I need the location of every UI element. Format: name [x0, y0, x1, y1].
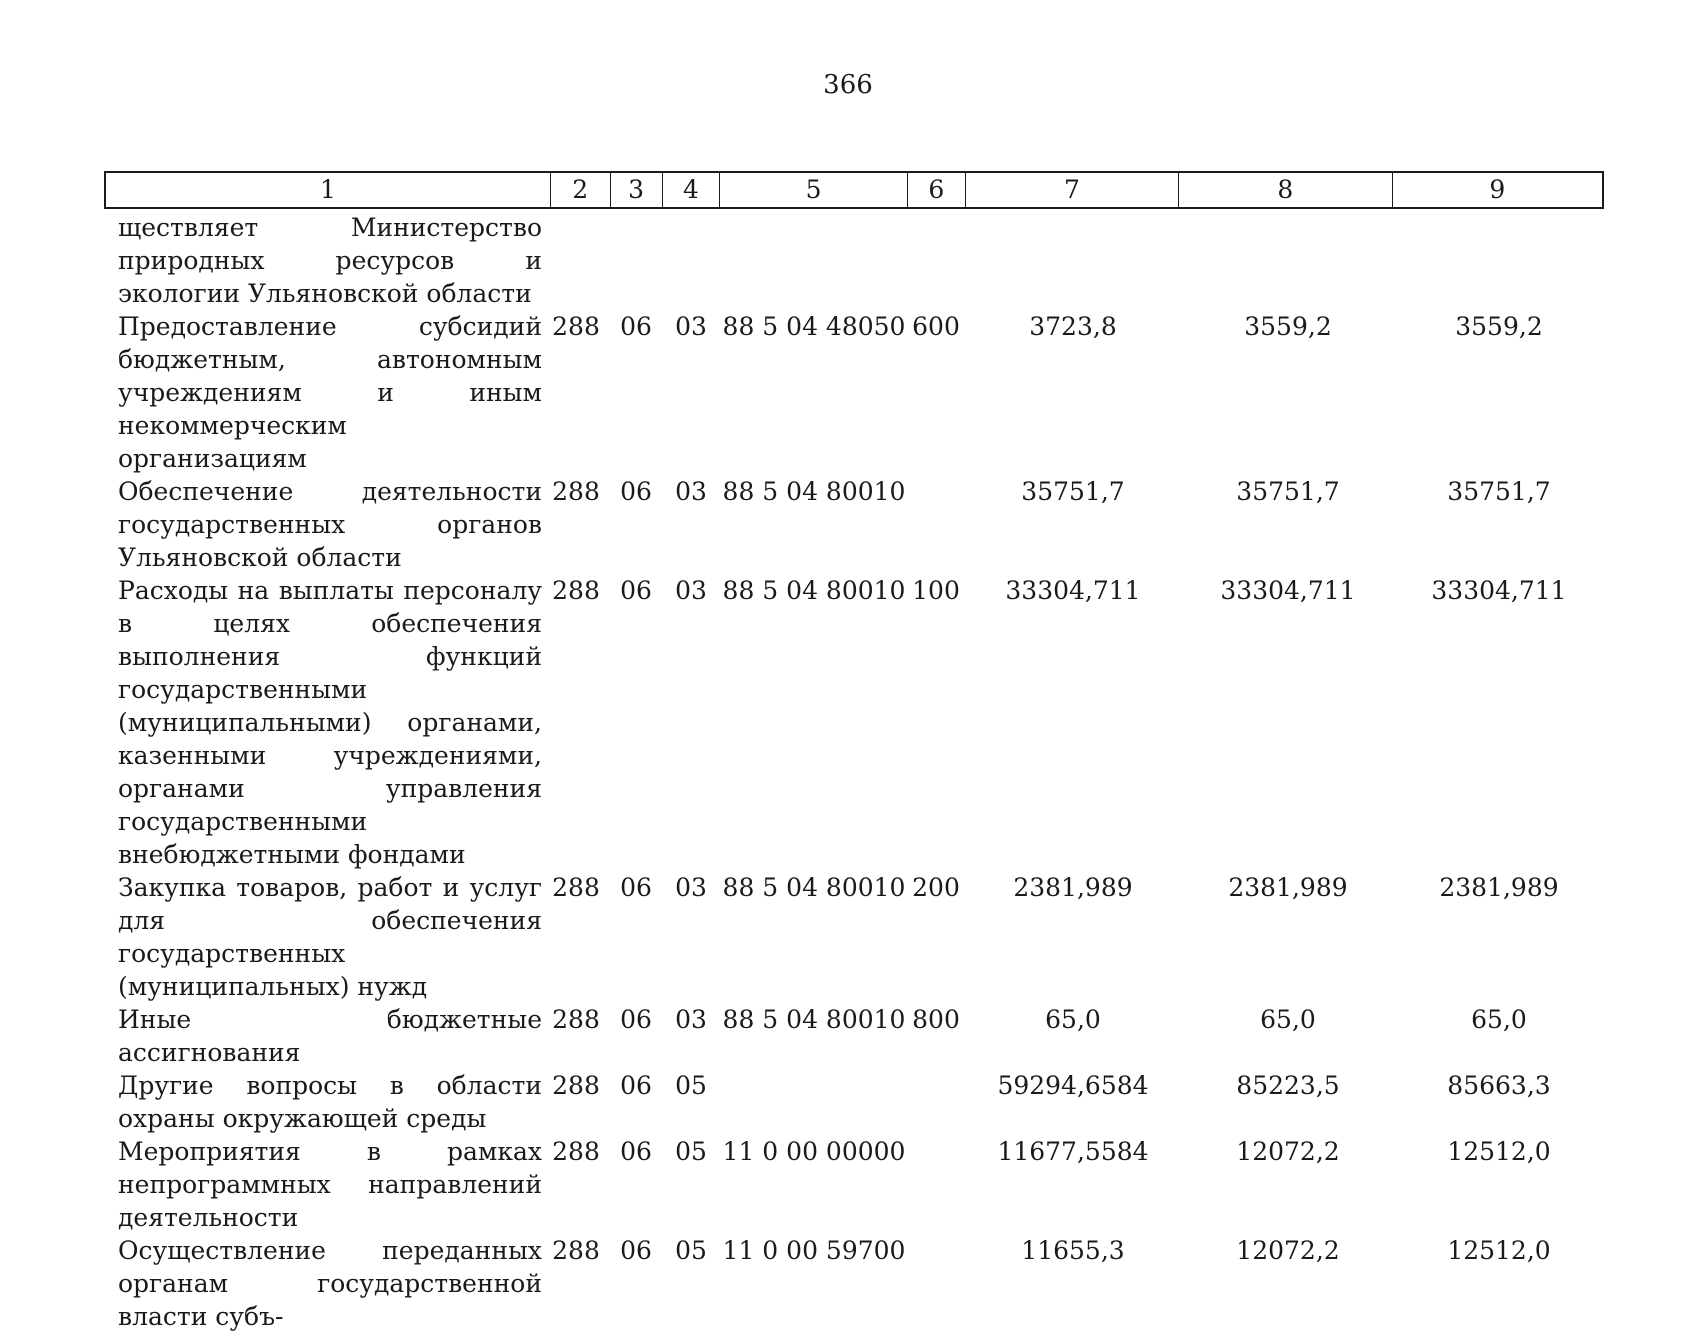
header-cell-9: 9: [1489, 175, 1506, 204]
row-amount-col9: 12512,0: [1447, 1236, 1551, 1265]
row-description: Расходы на выплаты персоналу в целях обеспечения выполнения функций государственными (муниципальными) органами, казенными учреждениями, органами управления государственными внебюджетными фондами: [118, 576, 542, 869]
table-row: [104, 574, 1604, 871]
table-row: [104, 871, 1604, 1003]
row-amount-col8: 85223,5: [1236, 1071, 1340, 1100]
row-amount-col7: 35751,7: [1021, 477, 1125, 506]
row-amount-col7: 2381,989: [1013, 873, 1133, 902]
row-code-ministry: 288: [552, 312, 600, 341]
row-code-target: 11 0 00 00000: [722, 1137, 906, 1166]
table-row: [104, 475, 1604, 574]
header-cell-7: 7: [966, 173, 1179, 207]
row-code-expense-type: 800: [912, 1005, 960, 1034]
header-cell-4: 4: [663, 173, 721, 207]
header-cell-1: 1: [106, 173, 551, 207]
row-description: Мероприятия в рамках непрограммных направлений деятельности: [118, 1137, 542, 1232]
row-code-ministry: 288: [552, 576, 600, 605]
row-code-subsection: 05: [675, 1137, 707, 1166]
row-code-expense-type: 600: [912, 312, 960, 341]
row-code-ministry: 288: [552, 873, 600, 902]
page-number: 366: [823, 70, 873, 100]
row-description: Иные бюджетные ассигнования: [118, 1005, 542, 1067]
table-row: [104, 1234, 1604, 1333]
row-code-target: 88 5 04 80010: [722, 873, 906, 902]
row-code-ministry: 288: [552, 1071, 600, 1100]
row-description: Осуществление переданных органам государственной власти субъ-: [118, 1236, 542, 1331]
table-row: [104, 1003, 1604, 1069]
table-row: [104, 211, 1604, 310]
row-amount-col9: 35751,7: [1447, 477, 1551, 506]
row-amount-col7: 11677,5584: [997, 1137, 1149, 1166]
row-amount-col9: 2381,989: [1439, 873, 1559, 902]
row-description: Предоставление субсидий бюджетным, автономным учреждениям и иным некоммерческим организациям: [118, 312, 542, 473]
row-amount-col8: 35751,7: [1236, 477, 1340, 506]
row-code-ministry: 288: [552, 1236, 600, 1265]
header-cell-6: 6: [908, 173, 966, 207]
row-amount-col8: 65,0: [1260, 1005, 1316, 1034]
row-code-target: 11 0 00 59700: [722, 1236, 906, 1265]
row-code-ministry: 288: [552, 1137, 600, 1166]
header-cell-8: 8: [1179, 173, 1392, 207]
row-code-section: 06: [620, 873, 652, 902]
row-amount-col9: 3559,2: [1455, 312, 1543, 341]
row-code-section: 06: [620, 1236, 652, 1265]
row-code-ministry: 288: [552, 477, 600, 506]
row-code-subsection: 05: [675, 1071, 707, 1100]
row-amount-col8: 33304,711: [1220, 576, 1356, 605]
table-row: [104, 1135, 1604, 1234]
table-row: [104, 310, 1604, 475]
row-code-target: 88 5 04 80010: [722, 1005, 906, 1034]
row-description: Другие вопросы в области охраны окружающей среды: [118, 1071, 542, 1133]
row-amount-col8: 12072,2: [1236, 1137, 1340, 1166]
row-code-section: 06: [620, 477, 652, 506]
row-amount-col8: 12072,2: [1236, 1236, 1340, 1265]
row-description: Обеспечение деятельности государственных органов Ульяновской области: [118, 477, 542, 572]
row-code-subsection: 03: [675, 312, 707, 341]
row-amount-col7: 33304,711: [1005, 576, 1141, 605]
row-description: ществляет Министерство природных ресурсов и экологии Ульяновской области: [118, 213, 542, 308]
row-code-section: 06: [620, 312, 652, 341]
budget-table-body: [104, 211, 1604, 1333]
row-amount-col9: 65,0: [1471, 1005, 1527, 1034]
row-amount-col9: 33304,711: [1431, 576, 1567, 605]
row-amount-col7: 59294,6584: [997, 1071, 1149, 1100]
row-amount-col8: 2381,989: [1228, 873, 1348, 902]
row-code-section: 06: [620, 576, 652, 605]
row-code-expense-type: 200: [912, 873, 960, 902]
row-amount-col8: 3559,2: [1244, 312, 1332, 341]
row-amount-col7: 11655,3: [1021, 1236, 1125, 1265]
row-amount-col9: 12512,0: [1447, 1137, 1551, 1166]
header-cell-3: 3: [611, 173, 663, 207]
header-cell-5: 5: [720, 173, 908, 207]
table-row: [104, 1069, 1604, 1135]
row-code-expense-type: 100: [912, 576, 960, 605]
row-code-target: 88 5 04 80010: [722, 576, 906, 605]
row-code-target: 88 5 04 48050: [722, 312, 906, 341]
row-code-section: 06: [620, 1137, 652, 1166]
row-code-subsection: 03: [675, 1005, 707, 1034]
row-code-subsection: 05: [675, 1236, 707, 1265]
row-amount-col7: 3723,8: [1029, 312, 1117, 341]
row-code-target: 88 5 04 80010: [722, 477, 906, 506]
row-amount-col9: 85663,3: [1447, 1071, 1551, 1100]
row-description: Закупка товаров, работ и услуг для обеспечения государственных (муниципальных) нужд: [118, 873, 542, 1001]
row-amount-col7: 65,0: [1045, 1005, 1101, 1034]
table-header: [104, 171, 1604, 209]
row-code-subsection: 03: [675, 873, 707, 902]
row-code-subsection: 03: [675, 576, 707, 605]
header-cell-2: 2: [551, 173, 611, 207]
row-code-ministry: 288: [552, 1005, 600, 1034]
row-code-section: 06: [620, 1071, 652, 1100]
row-code-section: 06: [620, 1005, 652, 1034]
row-code-subsection: 03: [675, 477, 707, 506]
